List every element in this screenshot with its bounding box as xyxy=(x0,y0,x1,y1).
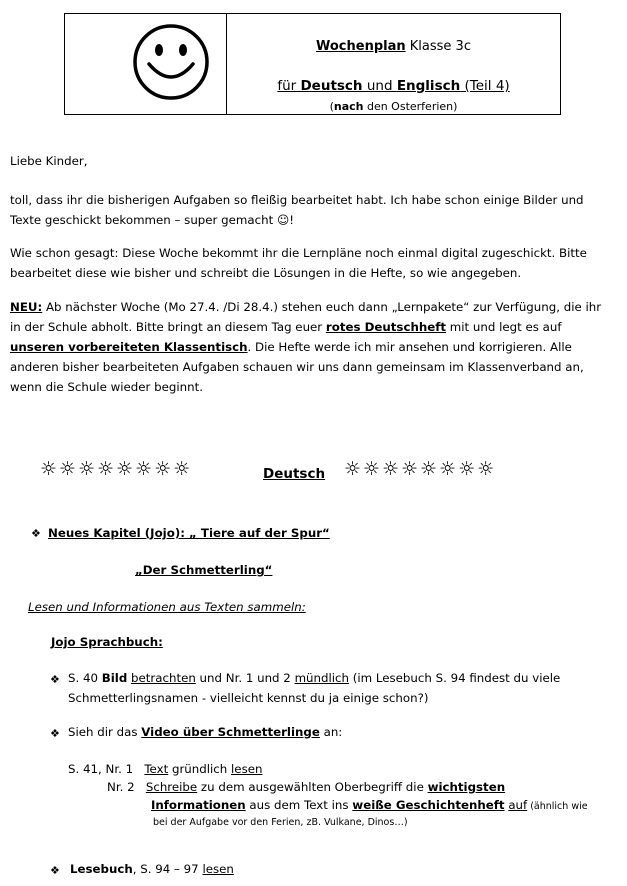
header-box xyxy=(64,13,561,115)
item-1-line-2: Schmetterlingsnamen - vielleicht kennst du ja einige schon?) xyxy=(68,691,429,705)
bullet-icon: ❖ xyxy=(50,727,60,740)
item1-b: und Nr. 1 und 2 xyxy=(195,671,295,685)
nr2-wichtig: wichtigsten xyxy=(427,780,506,794)
item2-video: Video über Schmetterlinge xyxy=(141,725,320,739)
smiley-icon xyxy=(131,22,211,102)
title-bold: Wochenplan xyxy=(316,39,406,54)
subchapter-title: „Der Schmetterling“ xyxy=(135,563,273,577)
item1-muendlich: mündlich xyxy=(294,671,350,685)
item1-betrachten: betrachten xyxy=(131,671,196,685)
nr2-a: zu dem ausgewählten Oberbegriff die xyxy=(197,780,428,794)
plan-title xyxy=(227,39,560,54)
sprachbuch-heading: Jojo Sprachbuch: xyxy=(51,635,163,649)
item1-c: (im Lesebuch S. 94 findest du viele xyxy=(349,671,561,685)
greeting: Liebe Kinder, xyxy=(10,154,88,168)
s41-b: gründlich xyxy=(168,762,232,776)
lesebuch-line xyxy=(70,859,234,879)
subtitle-part: (Teil 4) xyxy=(460,78,510,94)
header-divider xyxy=(226,14,227,114)
note-open: ( xyxy=(329,100,334,113)
item2-b: an: xyxy=(319,725,343,739)
paragraph-2: Wie schon gesagt: Diese Woche bekommt ihr die Lernpläne noch einmal digital zugeschickt. Bitte bearbeitet diese wie bisher und schreibt die Lösungen in die Hefte, so wie angegeben. xyxy=(10,246,587,280)
bullet-icon: ❖ xyxy=(50,673,60,686)
s41-text: Text xyxy=(144,762,169,776)
item-2 xyxy=(68,722,342,742)
p3-tisch: unseren vorbereiteten Klassentisch xyxy=(10,340,248,354)
title-rest: Klasse 3c xyxy=(405,39,471,54)
nr2-label: Nr. 2 xyxy=(107,780,146,794)
lesebuch-a: , S. 94 – 97 xyxy=(132,862,203,876)
s41-a: S. 41, Nr. 1 xyxy=(68,762,145,776)
nr2-info: Informationen xyxy=(151,798,246,812)
bullet-icon: ❖ xyxy=(31,527,41,540)
item2-a: Sieh dir das xyxy=(68,725,142,739)
lesen-heading: Lesen und Informationen aus Texten sammeln: xyxy=(28,600,306,614)
p3-heft: rotes Deutschheft xyxy=(325,320,447,334)
neu-label: NEU: xyxy=(10,300,43,314)
paragraph-1: toll, dass ihr die bisherigen Aufgaben so fleißig bearbeitet habt. Ich habe schon einige Bilder und Texte geschickt bekommen – super gemacht ☺! xyxy=(10,193,584,227)
plan-subtitle xyxy=(227,78,560,94)
p3-a: Ab nächster Woche (Mo 27.4. /Di 28.4.) stehen euch dann „Lernpakete“ zur Verfügung, die ihr in der Schule abholt. Bitte bringt an diesem Tag euer xyxy=(10,300,602,334)
nr2-small-1: (ähnlich wie xyxy=(527,801,588,812)
lesebuch-lesen: lesen xyxy=(202,862,234,876)
p3-b: mit und legt es auf xyxy=(446,320,562,334)
note-rest: den Osterferien) xyxy=(363,100,458,113)
subtitle-subj2: Englisch xyxy=(396,78,461,94)
nr2-schreibe: Schreibe xyxy=(145,780,198,794)
item1-bild: Bild xyxy=(101,671,128,685)
lesebuch-bold: Lesebuch xyxy=(70,862,133,876)
subtitle-and: und xyxy=(362,78,397,94)
plan-note xyxy=(227,100,560,113)
nr2-heft: weiße Geschichtenheft xyxy=(352,798,505,812)
subtitle-for: für xyxy=(277,78,301,94)
nr2-b: aus dem Text ins xyxy=(245,798,353,812)
sun-row-right: ☼☼☼☼☼☼☼☼ xyxy=(344,458,497,480)
chapter-title: Neues Kapitel (Jojo): „ Tiere auf der Spur“ xyxy=(48,526,330,540)
note-bold: nach xyxy=(333,100,364,113)
p3-c: . Die Hefte werde ich mir ansehen und korrigieren. Alle anderen bisher bearbeiteten Aufgaben schauen wir uns dann gemeinsam im Klassenverband an, wenn die Schule wieder beginnt. xyxy=(10,340,584,394)
s41-lesen: lesen xyxy=(231,762,263,776)
paragraph-3 xyxy=(10,297,615,397)
nr2-auf: auf xyxy=(508,798,528,812)
bullet-icon: ❖ xyxy=(50,864,60,877)
sun-row-left: ☼☼☼☼☼☼☼☼ xyxy=(40,458,193,480)
deutsch-title: Deutsch xyxy=(263,466,326,482)
subtitle-subj1: Deutsch xyxy=(300,78,363,94)
nr2-line-3: bei der Aufgabe vor den Ferien, zB. Vulkane, Dinos…) xyxy=(153,817,408,828)
nr2-line-1 xyxy=(107,777,505,797)
s41-line xyxy=(68,759,262,779)
item-1-line-1 xyxy=(68,668,560,688)
item1-a: S. 40 xyxy=(68,671,102,685)
